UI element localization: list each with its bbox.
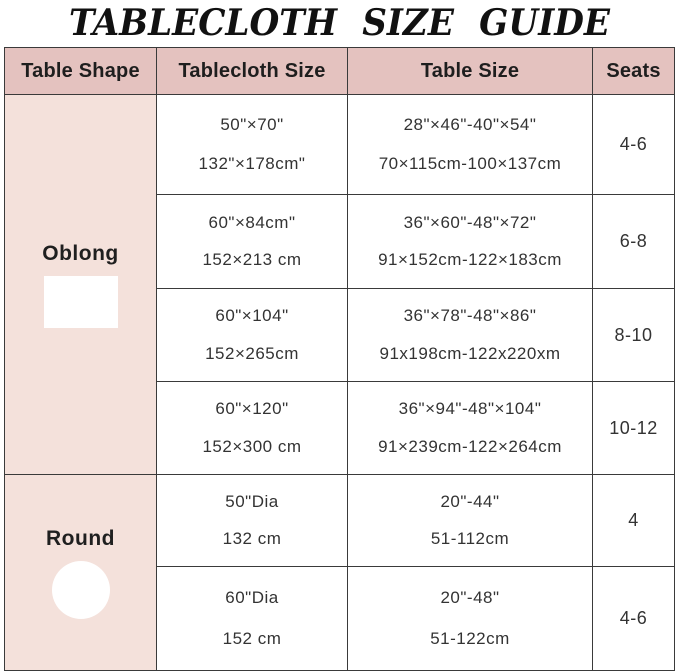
seats-value: 4-6 [619, 608, 648, 628]
tablecloth-size-inches: 50"Dia [225, 492, 279, 511]
size-guide-table [4, 47, 675, 671]
table-size-inches: 36"×78"-48"×86" [403, 306, 537, 326]
column-header-table-shape: Table Shape [5, 48, 157, 95]
tablecloth-size-cell [157, 289, 348, 382]
seats-value: 6-8 [619, 231, 648, 251]
table-size-cell [348, 195, 593, 289]
table-size-inches: 36"×60"-48"×72" [403, 212, 537, 232]
table-size-cell [348, 567, 593, 670]
tablecloth-size-cell [157, 95, 348, 195]
table-size-cell [348, 382, 593, 475]
tablecloth-size-cell [157, 567, 348, 670]
seats-cell [593, 95, 674, 195]
tablecloth-size-cm: 132 cm [222, 529, 282, 548]
shape-label-oblong: Oblong [42, 241, 119, 265]
table-size-inches: 36"×94"-48"×104" [398, 399, 542, 419]
tablecloth-size-inches: 50"×70" [220, 114, 284, 134]
table-size-cm: 91×152cm-122×183cm [378, 250, 562, 270]
table-size-cm: 51-122cm [430, 629, 510, 648]
table-size-inches: 20"-44" [440, 492, 500, 511]
column-header-seats: Seats [593, 48, 674, 95]
table-size-cm: 70×115cm-100×137cm [378, 154, 562, 174]
seats-value: 8-10 [614, 324, 653, 345]
shape-label-round: Round [46, 526, 115, 550]
table-size-inches: 20"-48" [440, 588, 500, 607]
tablecloth-size-cell [157, 475, 348, 567]
tablecloth-size-cell [157, 382, 348, 475]
shape-cell-oblong [5, 95, 157, 475]
rectangle-icon [44, 276, 118, 328]
column-header-table-size: Table Size [348, 48, 593, 95]
seats-value: 10-12 [609, 417, 658, 438]
seats-cell [593, 382, 674, 475]
seats-cell [593, 289, 674, 382]
tablecloth-size-cm: 152×213 cm [202, 250, 302, 270]
table-size-cell [348, 289, 593, 382]
column-header-tablecloth-size: Tablecloth Size [157, 48, 348, 95]
table-size-inches: 28"×46"-40"×54" [403, 114, 537, 134]
tablecloth-size-inches: 60"×84cm" [208, 212, 296, 232]
circle-icon [52, 561, 110, 619]
tablecloth-size-cm: 132"×178cm" [198, 154, 306, 174]
table-size-cell [348, 475, 593, 567]
tablecloth-size-inches: 60"×104" [215, 306, 289, 326]
tablecloth-size-cell [157, 195, 348, 289]
seats-cell [593, 567, 674, 670]
page-title: TABLECLOTH SIZE GUIDE [69, 2, 610, 44]
table-size-cell [348, 95, 593, 195]
shape-cell-round [5, 475, 157, 670]
table-size-cm: 91×239cm-122×264cm [378, 436, 562, 456]
table-size-cm: 91x198cm-122x220xm [379, 343, 561, 363]
seats-cell [593, 475, 674, 567]
tablecloth-size-inches: 60"×120" [215, 399, 289, 419]
tablecloth-size-inches: 60"Dia [225, 588, 279, 607]
seats-value: 4-6 [619, 134, 648, 154]
tablecloth-size-cm: 152 cm [222, 629, 282, 648]
tablecloth-size-cm: 152×265cm [205, 343, 299, 363]
seats-value: 4 [628, 510, 639, 530]
table-size-cm: 51-112cm [430, 529, 510, 548]
seats-cell [593, 195, 674, 289]
tablecloth-size-cm: 152×300 cm [202, 436, 302, 456]
